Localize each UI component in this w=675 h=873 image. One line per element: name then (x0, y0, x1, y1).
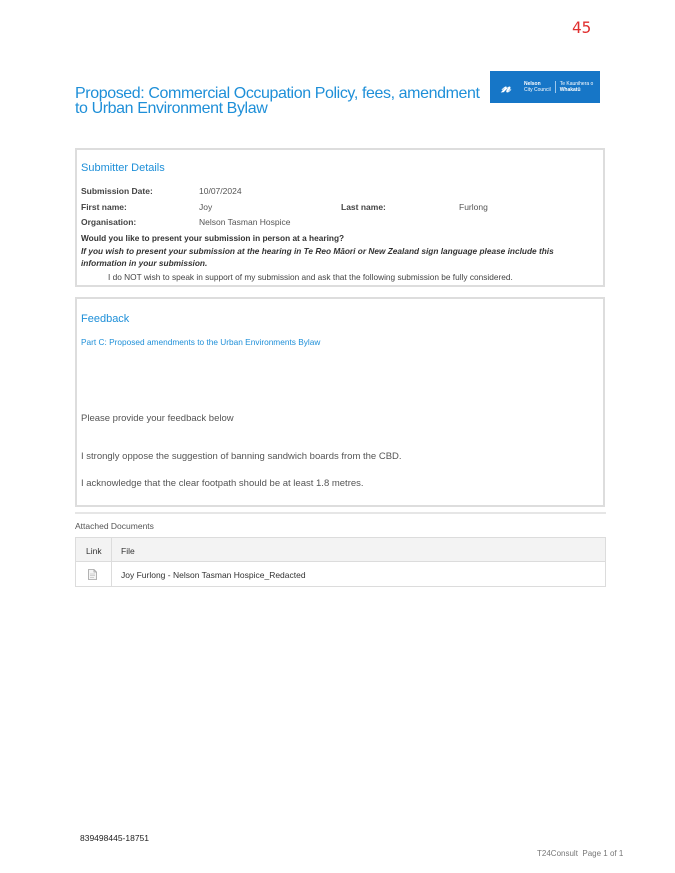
feedback-panel (75, 297, 605, 507)
attachments-table (75, 537, 606, 587)
feedback-paragraph-2: I acknowledge that the clear footpath should be at least 1.8 metres. (81, 478, 364, 489)
feedback-prompt: Please provide your feedback below (81, 413, 234, 424)
attachments-table-header (76, 538, 605, 562)
page-number: 45 (572, 18, 592, 37)
council-logo (490, 71, 600, 103)
feedback-heading: Feedback (81, 313, 130, 325)
footer-document-id: 839498445-18751 (80, 833, 150, 843)
feedback-paragraph-1: I strongly oppose the suggestion of banning sandwich boards from the CBD. (81, 451, 402, 462)
attachments-divider (75, 512, 606, 514)
column-header-link: Link (86, 546, 102, 556)
feedback-part-title: Part C: Proposed amendments to the Urban Environments Bylaw (81, 337, 321, 347)
footer-source: T24Consult (537, 849, 578, 858)
hearing-question: Would you like to present your submission in person at a hearing? (81, 233, 345, 243)
attachments-title: Attached Documents (75, 521, 154, 531)
organisation-label: Organisation: (81, 217, 137, 227)
hearing-note: If you wish to present your submission at the hearing in Te Reo Māori or New Zealand sign language please include this information in your submission. (81, 246, 554, 268)
logo-name-line2: City Council (524, 87, 551, 93)
last-name-label: Last name: (341, 202, 386, 212)
column-header-file: File (121, 546, 135, 556)
organisation-value: Nelson Tasman Hospice (199, 217, 291, 227)
logo-maori-line1: Te Kaunihera o (559, 81, 594, 87)
nelson-logo-icon: 𝓃 (501, 78, 511, 96)
logo-maori-line2: Whakatū (559, 87, 581, 93)
first-name-value: Joy (199, 202, 213, 212)
document-icon[interactable] (88, 569, 97, 580)
footer-page-label: Page 1 of 1 (582, 849, 624, 858)
submitter-details-heading: Submitter Details (81, 162, 165, 174)
first-name-label: First name: (81, 202, 127, 212)
attachment-file-name[interactable]: Joy Furlong - Nelson Tasman Hospice_Redacted (121, 570, 306, 580)
submitter-details-panel (75, 148, 605, 287)
hearing-answer: I do NOT wish to speak in support of my submission and ask that the following submission be fully considered. (108, 272, 513, 282)
submission-date-label: Submission Date: (81, 186, 153, 196)
document-title: Proposed: Commercial Occupation Policy, fees, amendment to Urban Environment Bylaw (75, 85, 480, 117)
submission-date-value: 10/07/2024 (199, 186, 242, 196)
last-name-value: Furlong (459, 202, 488, 212)
column-divider (111, 538, 112, 586)
logo-name-line1: Nelson (524, 81, 541, 87)
footer-page-info (537, 849, 623, 858)
